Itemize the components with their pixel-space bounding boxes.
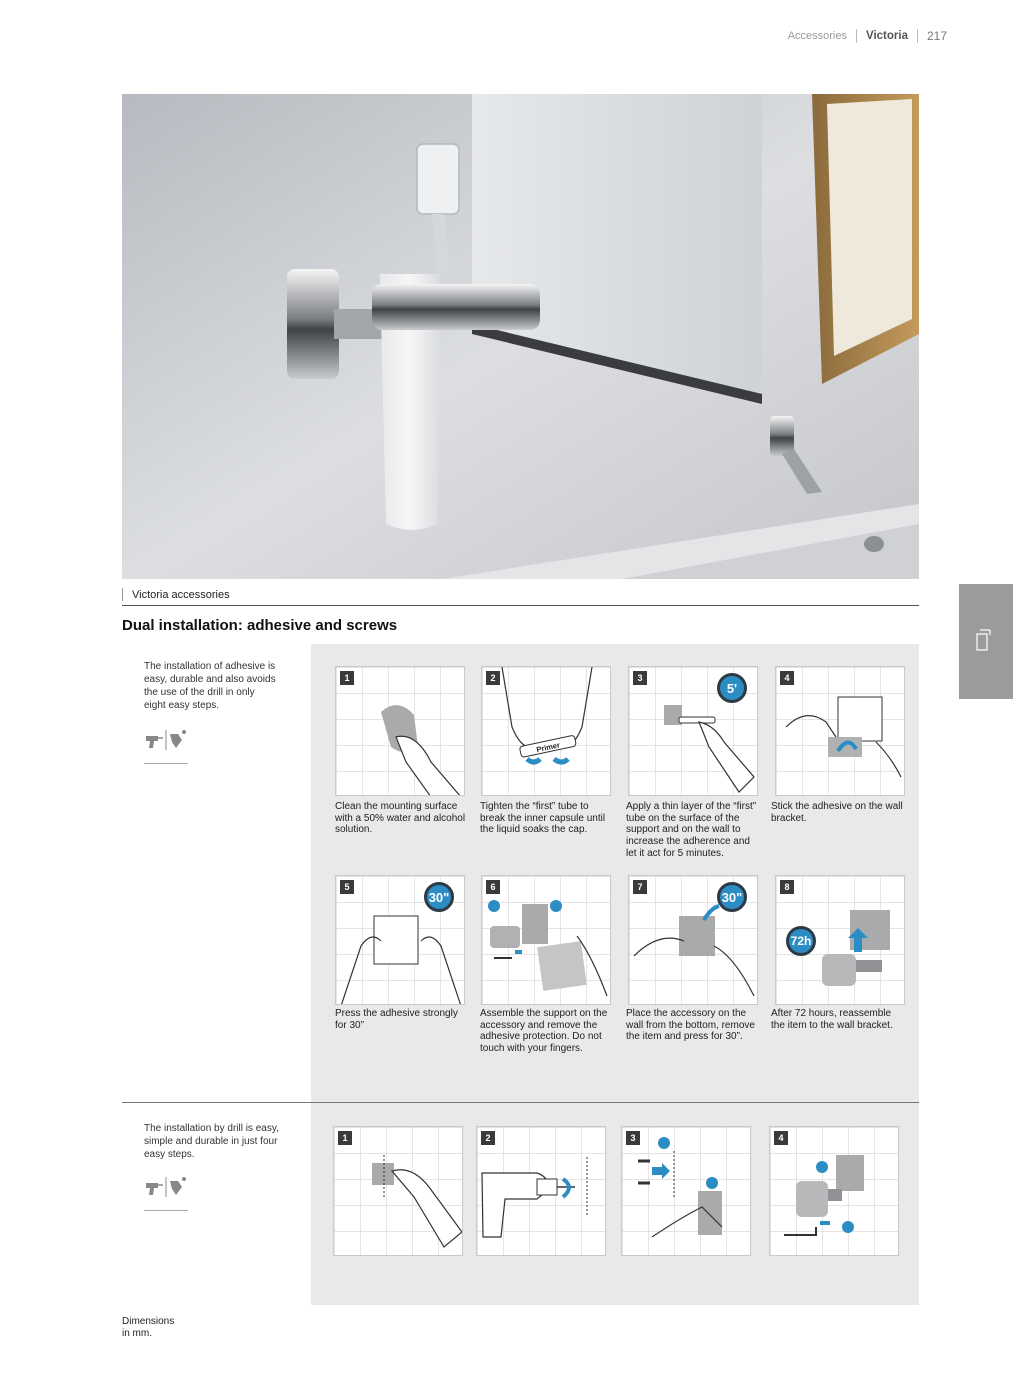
adhesive-step-1-illustration — [335, 666, 465, 796]
step-number: 1 — [340, 671, 354, 685]
assemble-support-illustration — [482, 876, 611, 1005]
adhesive-step-5-illustration — [335, 875, 465, 1005]
timer-badge: 5' — [717, 673, 747, 703]
drill-step-3-illustration — [621, 1126, 751, 1256]
drill-step-1-illustration — [333, 1126, 463, 1256]
hero-photo — [122, 94, 919, 579]
adhesive-step-7-illustration — [628, 875, 758, 1005]
adhesive-step-3-illustration — [628, 666, 758, 796]
adhesive-step-1-text: Clean the mounting surface with a 50% water and alcohol solution. — [335, 801, 466, 836]
page-number: 217 — [926, 29, 947, 43]
step-number: 2 — [486, 671, 500, 685]
install-method-icons — [144, 1175, 188, 1211]
adhesive-step-3-text: Apply a thin layer of the “first” tube on the surface of the support and on the wall to increase the adherence and let it act for 5 minutes. — [626, 801, 757, 859]
drill-and-screw-icon — [144, 728, 188, 752]
header-divider — [856, 29, 857, 43]
adhesive-step-2-text: Tighten the “first” tube to break the inner capsule until the liquid soaks the cap. — [480, 801, 606, 836]
adhesive-step-4-illustration — [775, 666, 905, 796]
adhesive-step-6-illustration — [481, 875, 611, 1005]
step-number: 5 — [340, 880, 354, 894]
adhesive-step-8-text: After 72 hours, reassemble the item to the wall bracket. — [771, 1008, 893, 1031]
step-number: 3 — [633, 671, 647, 685]
chapter-side-tab[interactable] — [959, 584, 1013, 699]
adhesive-step-5-text: Press the adhesive strongly for 30” — [335, 1008, 458, 1031]
step-number: 8 — [780, 880, 794, 894]
section-divider — [122, 1102, 919, 1103]
drill-step-4-illustration — [769, 1126, 899, 1256]
primer-tube-illustration — [482, 667, 611, 796]
adhesive-step-6-text: Assemble the support on the accessory and remove the adhesive protection. Do not touch with your fingers. — [480, 1008, 608, 1055]
header-brand: Victoria — [865, 30, 908, 42]
install-method-icons — [144, 728, 188, 764]
drilling-illustration — [477, 1127, 606, 1256]
step-number: 4 — [774, 1131, 788, 1145]
product-photo — [122, 94, 919, 579]
accessory-icon — [972, 626, 1000, 656]
mount-accessory-illustration — [770, 1127, 899, 1256]
adhesive-step-4-text: Stick the adhesive on the wall bracket. — [771, 801, 903, 824]
timer-badge: 30" — [424, 882, 454, 912]
mark-holes-illustration — [334, 1127, 463, 1256]
adhesive-intro: The installation of adhesive is easy, durable and also avoids the use of the drill in only eight easy steps. — [144, 661, 276, 711]
hero-caption: Victoria accessories — [132, 588, 230, 601]
step-number: 7 — [633, 880, 647, 894]
drill-step-2-illustration — [476, 1126, 606, 1256]
step-number: 2 — [481, 1131, 495, 1145]
hero-caption-row — [122, 584, 919, 606]
step-number: 6 — [486, 880, 500, 894]
adhesive-step-7-text: Place the accessory on the wall from the bottom, remove the item and press for 30”. — [626, 1008, 755, 1043]
step-number: 4 — [780, 671, 794, 685]
drill-and-screw-icon — [144, 1175, 188, 1199]
drill-intro: The installation by drill is easy, simple and durable in just four easy steps. — [144, 1123, 279, 1160]
primer-label: Primer — [535, 740, 561, 755]
screw-bracket-illustration — [622, 1127, 751, 1256]
adhesive-step-8-illustration — [775, 875, 905, 1005]
page-header — [788, 29, 947, 43]
adhesive-step-2-illustration — [481, 666, 611, 796]
step-number: 3 — [626, 1131, 640, 1145]
dimensions-note — [122, 1316, 174, 1340]
timer-badge: 72h — [786, 926, 816, 956]
header-section: Accessories — [787, 30, 847, 42]
timer-badge: 30" — [717, 882, 747, 912]
stick-adhesive-illustration — [776, 667, 905, 796]
cleaning-cloth-illustration — [336, 667, 465, 796]
step-number: 1 — [338, 1131, 352, 1145]
caption-marker — [122, 588, 123, 601]
header-divider — [917, 29, 918, 43]
dimensions-line-1: Dimensions — [122, 1316, 175, 1327]
section-title: Dual installation: adhesive and screws — [122, 617, 398, 634]
dimensions-line-2: in mm. — [122, 1328, 152, 1339]
